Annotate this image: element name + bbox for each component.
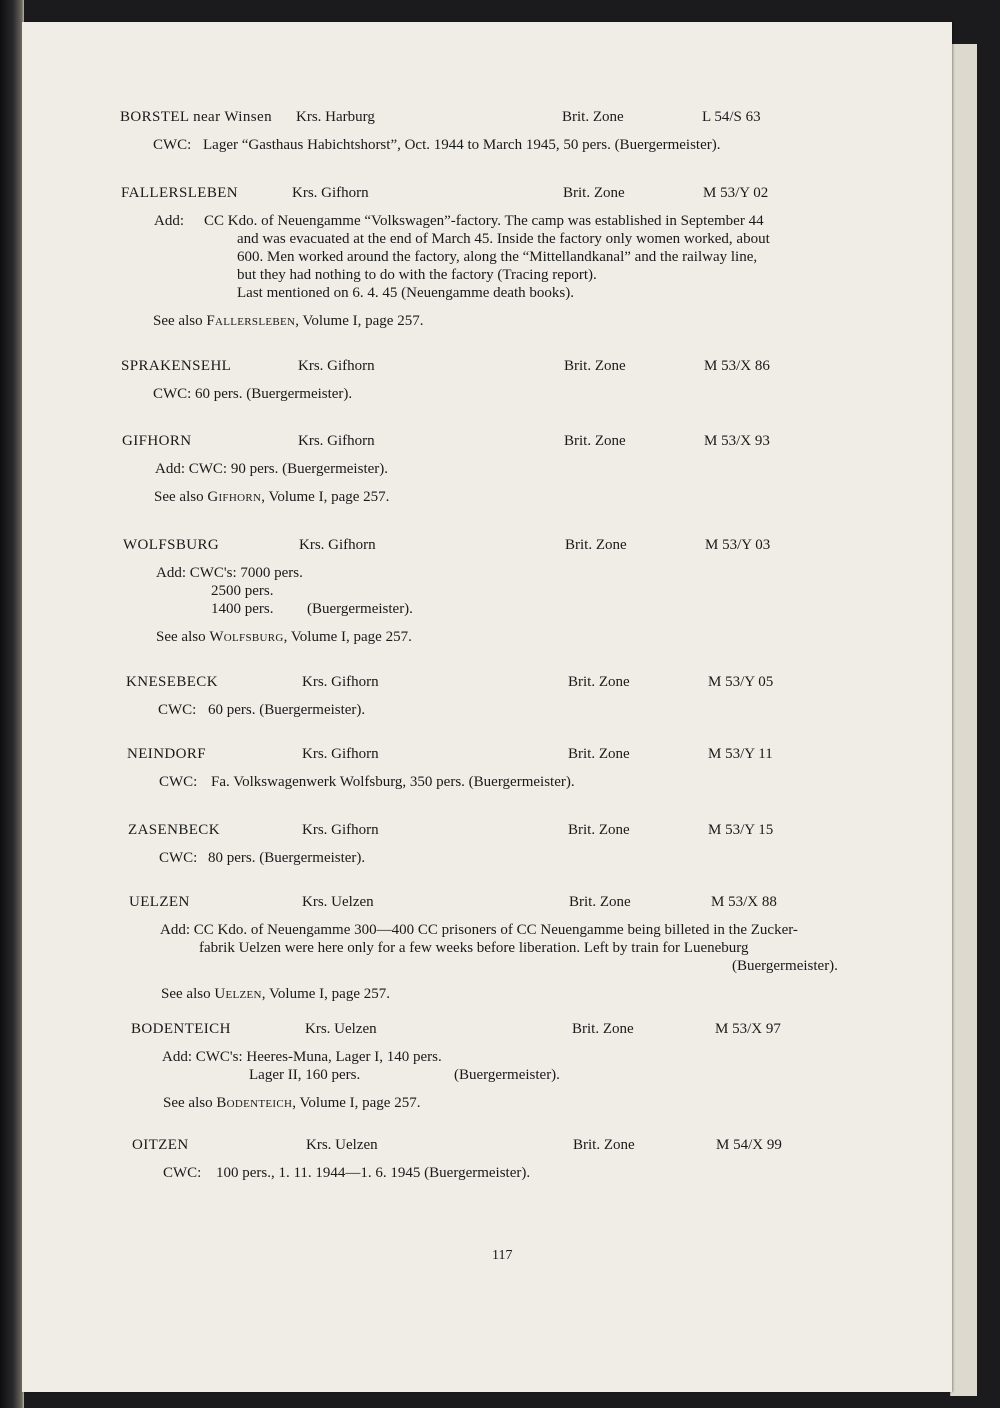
place-name: NEINDORF — [127, 746, 207, 762]
entry-sprakensehl — [121, 357, 770, 403]
map-reference: M 53/Y 02 — [703, 185, 769, 201]
entry-line-part: (Buergermeister). — [454, 1067, 560, 1083]
see-also-name: Fallersleben — [206, 313, 296, 329]
zone: Brit. Zone — [564, 433, 626, 449]
entry-text — [156, 564, 413, 582]
entry-line: Lager “Gasthaus Habichtshorst”, Oct. 1944 to March 1945, 50 pers. (Buergermeister). — [203, 137, 721, 153]
map-reference: M 53/X 88 — [711, 894, 777, 910]
entry-line: CC Kdo. of Neuengamme 300—400 CC prisoners of CC Neuengamme being billeted in the Zucker- — [193, 922, 798, 938]
zone: Brit. Zone — [565, 537, 627, 553]
see-also-ref: , Volume I, page 257. — [283, 629, 412, 645]
zone: Brit. Zone — [564, 358, 626, 374]
map-reference: M 53/Y 05 — [708, 674, 774, 690]
entry-neindorf — [127, 745, 773, 791]
district: Krs. Uelzen — [305, 1021, 377, 1037]
place-name: BORSTEL near Winsen — [120, 109, 272, 125]
district: Krs. Gifhorn — [302, 674, 379, 690]
entry-line: CWC: 90 pers. (Buergermeister). — [188, 461, 389, 477]
zone: Brit. Zone — [568, 822, 630, 838]
see-also-name: Gifhorn — [207, 489, 262, 505]
entry-line: and was evacuated at the end of March 45. Inside the factory only women worked, about — [237, 231, 770, 247]
zone: Brit. Zone — [572, 1021, 634, 1037]
place-name: SPRAKENSEHL — [121, 358, 232, 374]
place-name: GIFHORN — [122, 433, 192, 449]
zone: Brit. Zone — [562, 109, 624, 125]
book-spine-shadow — [0, 0, 24, 1408]
map-reference: M 53/X 93 — [704, 433, 770, 449]
entry-header — [127, 745, 773, 763]
entry-header — [129, 893, 838, 911]
see-also — [163, 1094, 560, 1112]
place-name: FALLERSLEBEN — [121, 185, 239, 201]
document-page — [22, 22, 952, 1392]
entry-wolfsburg — [123, 536, 771, 646]
entry-header — [121, 357, 770, 375]
entry-line: 2500 pers. — [211, 583, 274, 599]
place-name: WOLFSBURG — [123, 537, 220, 553]
see-also-name: Wolfsburg — [209, 629, 284, 645]
map-reference: M 53/X 86 — [704, 358, 770, 374]
entry-text — [154, 212, 770, 230]
district: Krs. Gifhorn — [302, 746, 379, 762]
entry-header — [122, 432, 770, 450]
see-also — [156, 628, 413, 646]
entry-text — [153, 385, 352, 403]
place-name: OITZEN — [132, 1137, 189, 1153]
entry-line-part: Lager II, 160 pers. — [249, 1067, 361, 1083]
entry-line: Last mentioned on 6. 4. 45 (Neuengamme death books). — [237, 285, 575, 301]
district: Krs. Gifhorn — [298, 433, 375, 449]
entry-header — [123, 536, 771, 554]
entry-line: 60 pers. (Buergermeister). — [195, 386, 353, 402]
entry-oitzen — [132, 1136, 782, 1182]
entry-header — [121, 184, 770, 202]
see-also-ref: , Volume I, page 257. — [292, 1095, 421, 1111]
entry-borstel — [120, 108, 761, 154]
entry-header — [128, 821, 774, 839]
entry-tag: Add: — [155, 461, 185, 477]
see-also-label: See also — [156, 629, 206, 645]
entry-header — [131, 1020, 781, 1038]
entry-line: CWC's: Heeres-Muna, Lager I, 140 pers. — [195, 1049, 442, 1065]
map-reference: M 53/Y 11 — [708, 746, 773, 762]
zone: Brit. Zone — [568, 746, 630, 762]
map-reference: L 54/S 63 — [702, 109, 761, 125]
entry-line — [211, 600, 413, 618]
entry-header — [132, 1136, 782, 1154]
entry-line-part: 1400 pers. — [211, 601, 274, 617]
see-also-label: See also — [154, 489, 204, 505]
entry-text — [159, 849, 365, 867]
page-number: 117 — [492, 1248, 513, 1263]
entry-line-part: (Buergermeister). — [307, 601, 413, 617]
see-also-label: See also — [153, 313, 203, 329]
district: Krs. Uelzen — [306, 1137, 378, 1153]
entry-line: CWC's: 7000 pers. — [189, 565, 303, 581]
entry-line: (Buergermeister). — [732, 958, 838, 974]
see-also-ref: , Volume I, page 257. — [261, 986, 390, 1002]
entry-header — [126, 673, 774, 691]
entry-line — [249, 1066, 560, 1084]
entry-tag: Add: — [162, 1049, 192, 1065]
entry-tag: Add: — [160, 922, 190, 938]
zone: Brit. Zone — [568, 674, 630, 690]
district: Krs. Gifhorn — [302, 822, 379, 838]
see-also — [153, 312, 770, 330]
entry-tag: CWC: — [153, 386, 192, 402]
entry-tag: CWC: — [163, 1165, 202, 1181]
entry-line: CC Kdo. of Neuengamme “Volkswagen”-factory. The camp was established in September 44 — [204, 213, 764, 229]
entry-line: 600. Men worked around the factory, along the “Mittellandkanal” and the railway line, — [237, 249, 758, 265]
entry-text — [162, 1048, 560, 1066]
entry-text — [160, 921, 838, 939]
see-also-ref: , Volume I, page 257. — [295, 313, 424, 329]
entry-header — [120, 108, 761, 126]
entry-tag: CWC: — [159, 850, 198, 866]
zone: Brit. Zone — [569, 894, 631, 910]
place-name: KNESEBECK — [126, 674, 218, 690]
see-also-ref: , Volume I, page 257. — [261, 489, 390, 505]
entry-text — [159, 773, 575, 791]
entry-line: 60 pers. (Buergermeister). — [208, 702, 366, 718]
entry-line: 80 pers. (Buergermeister). — [208, 850, 366, 866]
entry-text — [153, 136, 721, 154]
entry-line: but they had nothing to do with the factory (Tracing report). — [237, 267, 597, 283]
see-also-label: See also — [161, 986, 211, 1002]
see-also-label: See also — [163, 1095, 213, 1111]
zone: Brit. Zone — [573, 1137, 635, 1153]
district: Krs. Gifhorn — [299, 537, 376, 553]
map-reference: M 54/X 99 — [716, 1137, 782, 1153]
entry-text — [163, 1164, 530, 1182]
district: Krs. Uelzen — [302, 894, 374, 910]
place-name: ZASENBECK — [128, 822, 220, 838]
entry-tag: Add: — [156, 565, 186, 581]
entry-bodenteich — [131, 1020, 781, 1112]
entry-fallersleben — [121, 184, 770, 330]
place-name: BODENTEICH — [131, 1021, 231, 1037]
entry-line: 100 pers., 1. 11. 1944—1. 6. 1945 (Buergermeister). — [216, 1165, 531, 1181]
entry-zasenbeck — [128, 821, 774, 867]
entry-knesebeck — [126, 673, 774, 719]
entry-uelzen — [129, 893, 838, 1003]
entry-gifhorn — [122, 432, 770, 506]
entry-text — [158, 701, 365, 719]
underlying-page-edge — [950, 44, 977, 1396]
see-also-name: Bodenteich — [216, 1095, 293, 1111]
district: Krs. Gifhorn — [292, 185, 369, 201]
see-also — [161, 985, 838, 1003]
entry-line: Fa. Volkswagenwerk Wolfsburg, 350 pers. (Buergermeister). — [211, 774, 575, 790]
map-reference: M 53/Y 15 — [708, 822, 774, 838]
map-reference: M 53/Y 03 — [705, 537, 771, 553]
entry-tag: CWC: — [158, 702, 197, 718]
entry-tag: CWC: — [159, 774, 198, 790]
place-name: UELZEN — [129, 894, 190, 910]
entry-tag: Add: — [154, 213, 184, 229]
district: Krs. Harburg — [296, 109, 375, 125]
zone: Brit. Zone — [563, 185, 625, 201]
district: Krs. Gifhorn — [298, 358, 375, 374]
see-also — [154, 488, 389, 506]
see-also-name: Uelzen — [214, 986, 262, 1002]
entry-line: fabrik Uelzen were here only for a few weeks before liberation. Left by train for Lueneburg — [199, 940, 749, 956]
entry-tag: CWC: — [153, 137, 192, 153]
entry-text — [155, 460, 389, 478]
map-reference: M 53/X 97 — [715, 1021, 781, 1037]
